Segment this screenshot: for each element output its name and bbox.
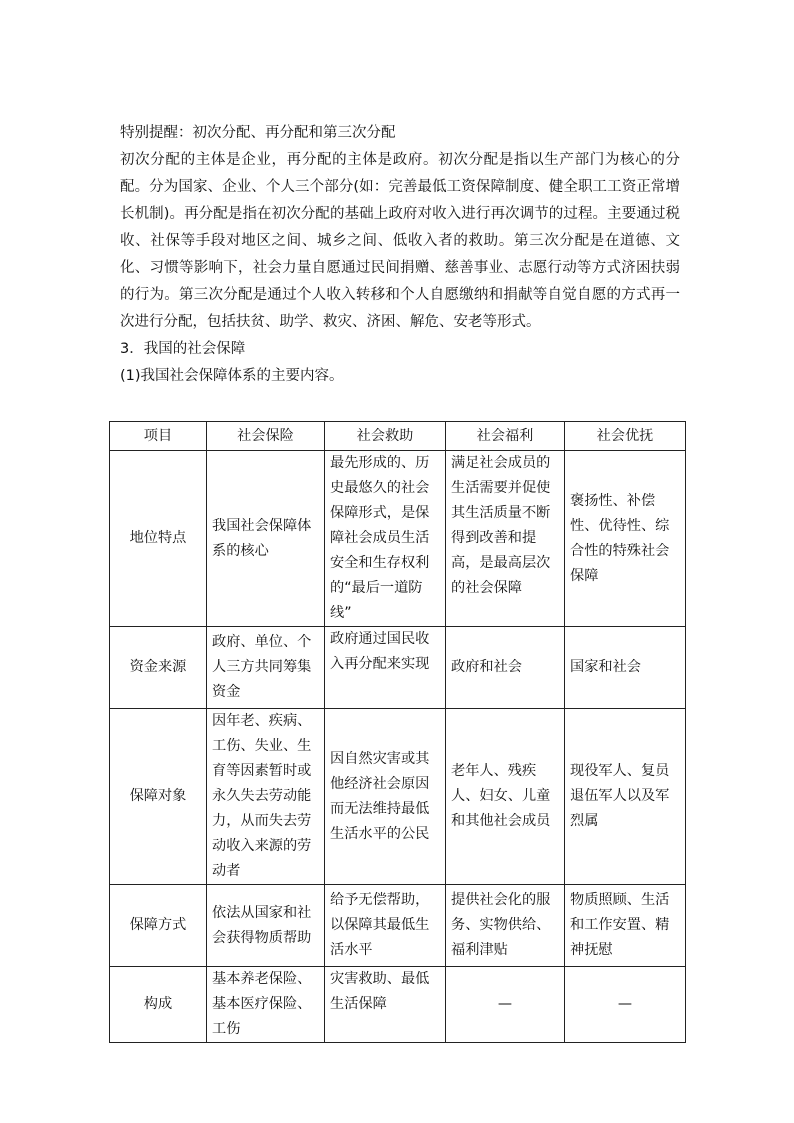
header-item: 项目 (110, 422, 207, 451)
table-cell: 物质照顾、生活和工作安置、精神抚慰 (565, 885, 686, 967)
header-social-assistance: 社会救助 (325, 422, 446, 451)
section-title: 3．我国的社会保障 (120, 341, 246, 357)
row-label: 地位特点 (110, 451, 207, 627)
table-cell: 现役军人、复员退伍军人以及军烈属 (565, 709, 686, 885)
table-cell: 依法从国家和社会获得物质帮助 (207, 885, 325, 967)
table-row (110, 627, 686, 709)
notes-section (120, 120, 680, 390)
table-cell: — (446, 967, 565, 1043)
notes-paragraph: 初次分配的主体是企业，再分配的主体是政府。初次分配是指以生产部门为核心的分配。分为国家、企业、个人三个部分(如：完善最低工资保障制度、健全职工工资正常增长机制)。再分配是指在初次分配的基础上政府对收入进行再次调节的过程。主要通过税收、社保等手段对地区之间、城乡之间、低收入者的救助。第三次分配是在道德、文化、习惯等影响下，社会力量自愿通过民间捐赠、慈善事业、志愿行动等方式济困扶弱的行为。第三次分配是通过个人收入转移和个人自愿缴纳和捐献等自觉自愿的方式再一次进行分配，包括扶贫、助学、救灾、济困、解危、安老等形式。 (120, 152, 680, 330)
table-cell: 政府通过国民收入再分配来实现 (325, 627, 446, 709)
table-cell: 最先形成的、历史最悠久的社会保障形式，是保障社会成员生活安全和生存权利的“最后一道防线” (325, 451, 446, 627)
table-cell: 给予无偿帮助，以保障其最低生活水平 (325, 885, 446, 967)
table-row (110, 967, 686, 1043)
table-cell: 老年人、残疾人、妇女、儿童和其他社会成员 (446, 709, 565, 885)
row-label: 资金来源 (110, 627, 207, 709)
header-special-care: 社会优抚 (565, 422, 686, 451)
table-row (110, 885, 686, 967)
table-cell: 政府和社会 (446, 627, 565, 709)
table-header-row (110, 422, 686, 451)
subsection-title: (1)我国社会保障体系的主要内容。 (120, 368, 344, 384)
notes-heading: 特别提醒：初次分配、再分配和第三次分配 (120, 125, 396, 141)
table-cell: 基本养老保险、基本医疗保险、工伤 (207, 967, 325, 1043)
table-cell: 因年老、疾病、工伤、失业、生育等因素暂时或永久失去劳动能力，从而失去劳动收入来源的劳动者 (207, 709, 325, 885)
table-cell: 因自然灾害或其他经济社会原因而无法维持最低生活水平的公民 (325, 709, 446, 885)
header-social-welfare: 社会福利 (446, 422, 565, 451)
table-cell: 提供社会化的服务、实物供给、福利津贴 (446, 885, 565, 967)
table-cell: 褒扬性、补偿性、优待性、综合性的特殊社会保障 (565, 451, 686, 627)
table-row (110, 709, 686, 885)
table-cell: 灾害救助、最低生活保障 (325, 967, 446, 1043)
table-cell: — (565, 967, 686, 1043)
table-cell: 我国社会保障体系的核心 (207, 451, 325, 627)
table-cell: 满足社会成员的生活需要并促使其生活质量不断得到改善和提高，是最高层次的社会保障 (446, 451, 565, 627)
social-security-table (109, 421, 686, 1043)
row-label: 保障方式 (110, 885, 207, 967)
table-row (110, 451, 686, 627)
table-cell: 政府、单位、个人三方共同筹集资金 (207, 627, 325, 709)
table-cell: 国家和社会 (565, 627, 686, 709)
row-label: 保障对象 (110, 709, 207, 885)
row-label: 构成 (110, 967, 207, 1043)
header-social-insurance: 社会保险 (207, 422, 325, 451)
